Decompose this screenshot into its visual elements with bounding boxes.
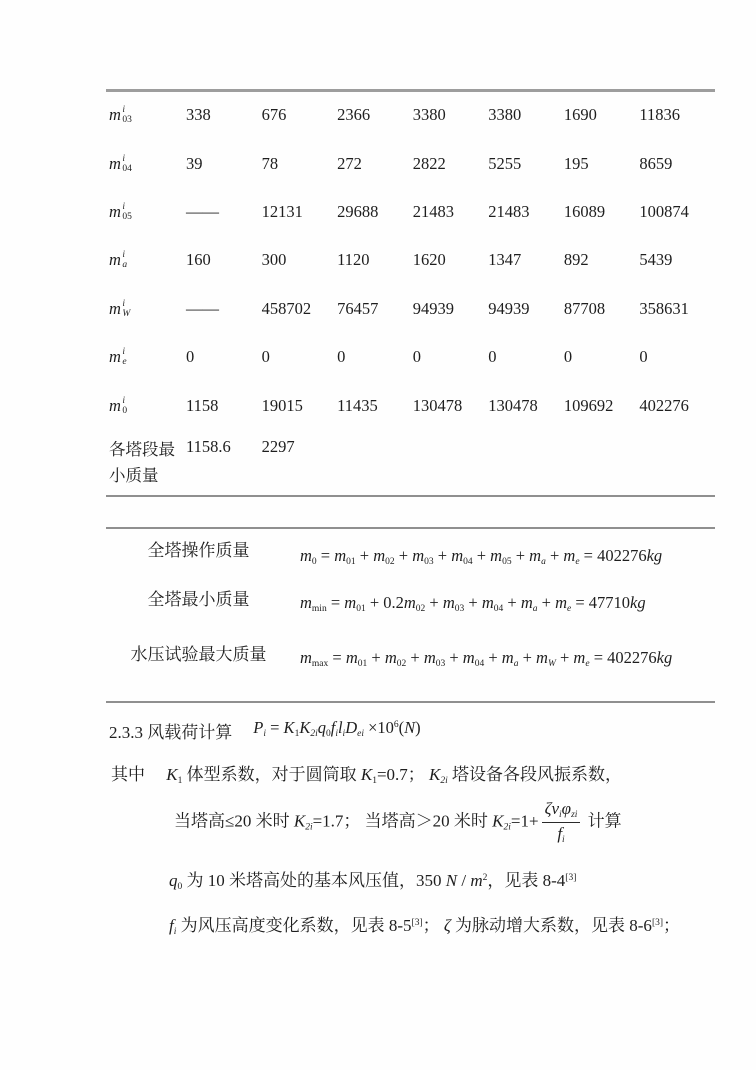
row-symbol: m i 0 [109, 395, 128, 416]
summary-row-label: 各塔段最 小质量 [109, 439, 175, 485]
table-cell: 0 [261, 347, 270, 367]
table-cell: 338 [186, 105, 211, 125]
hydrotest-mass-label: 水压试验最大质量 [130, 645, 267, 664]
table-cell: 5255 [488, 153, 522, 173]
table-cell: —— [186, 298, 219, 318]
table-cell: 12131 [261, 201, 303, 221]
operating-mass-formula: $m_0 = m_{01} + m_{02} + m_{03} + m_{04} + m_{05} + m_a + m_e = 402276kg$ [300, 546, 663, 567]
table-cell: 0 [488, 347, 497, 367]
mass-summary-section [106, 528, 715, 701]
wind-text-line: 当塔高≤20 米时 $K_{2i}=1.7$； 当塔高＞20 米时 $K_{2i}=1+$ $\frac{\zeta v_i\varphi_{zi}}{f_i}$ 计算 [174, 799, 622, 845]
wind-pressure-formula: $P_i = K_1K_{2i}q_0f_il_iD_{ei} \times 10^6(N)$ [253, 718, 421, 739]
table-cell: 94939 [412, 298, 454, 318]
table-row [106, 139, 715, 187]
minimum-mass-label: 全塔最小质量 [147, 590, 250, 609]
table-cell: 39 [186, 153, 203, 173]
wind-text-line: $q_0$ 为 10 米塔高处的基本风压值，350 N / $m^2$，见表 8-4[3] [169, 871, 577, 892]
table-cell: 892 [563, 250, 589, 270]
table-cell: 676 [261, 105, 287, 125]
table-cell: 0 [639, 347, 648, 367]
row-symbol: m i e [109, 347, 127, 368]
hydrotest-mass-formula: $m_{max} = m_{01} + m_{02} + m_{03} + m_{04} + m_a + m_W + m_e = 402276kg$ [300, 648, 673, 669]
fraction: $\frac{\zeta v_i\varphi_{zi}}{f_i}$ [542, 799, 581, 846]
table-cell: 3380 [412, 105, 446, 125]
table-cell: 0 [186, 347, 195, 367]
table-bottom-rule [106, 495, 715, 497]
table-cell: 2297 [261, 436, 295, 456]
row-symbol: m i 04 [109, 153, 132, 174]
table-cell: 130478 [488, 395, 538, 415]
section-heading-text: 2.3.3 风载荷计算 [109, 723, 233, 742]
table-cell: 11836 [639, 105, 681, 125]
table-cell: 19015 [261, 395, 303, 415]
table-row [106, 188, 715, 236]
table-cell: 109692 [563, 395, 614, 415]
table-row [106, 333, 715, 381]
table-cell: 11435 [337, 395, 378, 415]
table-cell: 1158.6 [186, 436, 231, 456]
table-cell: 1620 [412, 250, 446, 270]
table-row [106, 91, 715, 139]
table-cell: 8659 [639, 153, 673, 173]
table-cell: 29688 [337, 201, 379, 221]
wind-text-line: $f_i$ 为风压高度变化系数，见表 8-5[3]； ζ 为脉动增大系数，见表 8-6[3]； [169, 916, 681, 937]
table-cell: 2366 [337, 105, 371, 125]
table-row [106, 236, 715, 284]
table-cell: 1158 [186, 395, 219, 415]
minimum-mass-formula: $m_{min} = m_{01} + 0.2m_{02} + m_{03} + m_{04} + m_a + m_e = 47710kg$ [300, 593, 646, 614]
table-cell: 1690 [563, 105, 597, 125]
row-symbol: m i 05 [109, 201, 132, 222]
table-cell: 272 [337, 153, 362, 173]
wind-text-line: 其中 $K_1$ 体型系数，对于圆筒取 $K_1=0.7$； $K_{2i}$ 塔设备各段风振系数， [111, 765, 623, 786]
table-cell: —— [186, 201, 219, 221]
table-cell: 1347 [488, 250, 522, 270]
table-cell: 76457 [337, 298, 379, 318]
table-cell: 0 [412, 347, 421, 367]
table-cell: 358631 [639, 298, 689, 318]
table-cell: 0 [337, 347, 346, 367]
row-symbol: m i a [109, 250, 128, 271]
table-cell: 78 [261, 153, 279, 173]
table-cell: 87708 [563, 298, 606, 318]
table-cell: 21483 [488, 201, 530, 221]
section-heading [109, 718, 421, 743]
operating-mass-label: 全塔操作质量 [147, 541, 250, 560]
table-summary-row [106, 430, 715, 501]
table-cell: 21483 [412, 201, 454, 221]
table-cell: 1120 [337, 250, 370, 270]
mass-table [106, 91, 715, 501]
table-cell: 160 [186, 250, 211, 270]
row-symbol: m i 03 [109, 105, 132, 126]
table-cell: 300 [261, 250, 287, 270]
wind-load-section [106, 702, 736, 1070]
table-cell: 94939 [488, 298, 530, 318]
table-cell: 130478 [412, 395, 463, 415]
table-cell: 458702 [261, 298, 312, 318]
table-cell: 3380 [488, 105, 522, 125]
table-cell: 16089 [563, 201, 606, 221]
table-cell: 2822 [412, 153, 446, 173]
table-cell: 100874 [639, 201, 689, 221]
table-cell: 5439 [639, 250, 673, 270]
row-symbol: m i W [109, 298, 131, 319]
table-cell: 0 [563, 347, 573, 367]
table-row [106, 381, 715, 429]
table-cell: 195 [563, 153, 589, 173]
table-row [106, 285, 715, 333]
table-cell: 402276 [639, 395, 689, 415]
